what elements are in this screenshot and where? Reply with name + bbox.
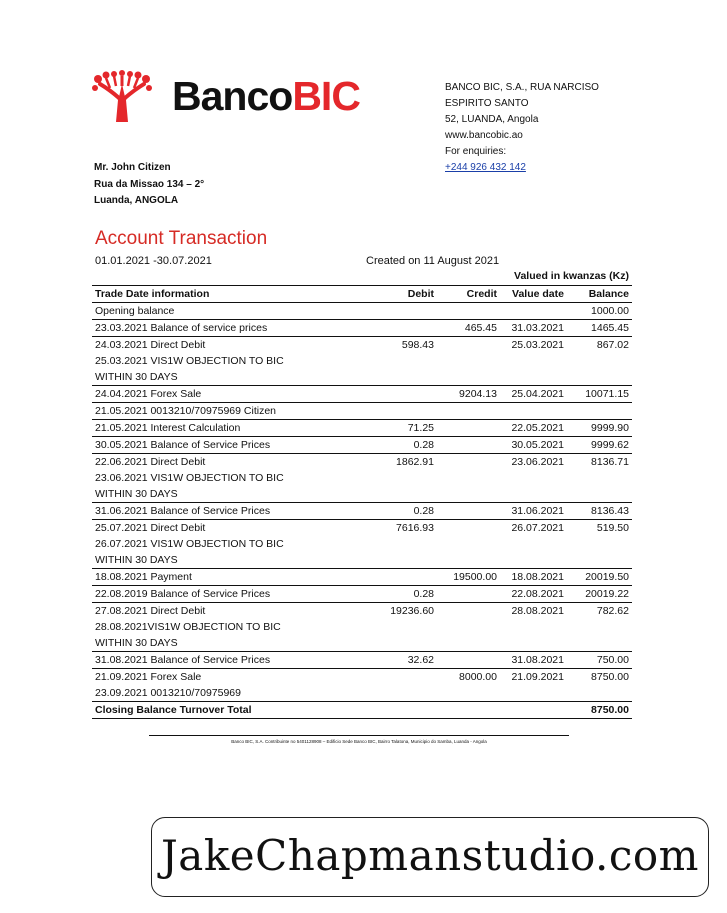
cell-value-date: 26.07.2021: [511, 522, 564, 534]
table-row: [92, 569, 632, 586]
table-row: [92, 652, 632, 669]
table-row: [92, 503, 632, 520]
cell-debit: [372, 320, 437, 337]
cell-balance: [567, 635, 632, 652]
cell-debit: [372, 685, 437, 702]
cell-value-date: [500, 552, 567, 569]
enquiries-label: For enquiries:: [445, 146, 507, 157]
cell-credit: 19500.00: [437, 569, 500, 586]
cell-description: WITHIN 30 DAYS: [92, 552, 372, 569]
cell-description: 21.05.2021 0013210/70975969 Citizen: [92, 403, 372, 420]
table-row: [92, 353, 632, 369]
cell-balance: [567, 353, 632, 369]
cell-description: 23.09.2021 0013210/70975969: [92, 685, 372, 702]
table-row: [92, 437, 632, 454]
cell-balance: [567, 403, 632, 420]
cell-balance: 1000.00: [567, 303, 632, 320]
cell-balance: 9999.62: [567, 437, 632, 454]
cell-value-date: 23.06.2021: [511, 456, 564, 468]
bank-website: www.bancobic.ao: [445, 130, 523, 141]
cell-credit: [437, 652, 500, 669]
cell-debit: 1862.91: [396, 456, 434, 468]
cell-credit: [437, 420, 500, 437]
cell-description: 31.08.2021 Balance of Service Prices: [92, 652, 372, 669]
cell-debit: [372, 536, 437, 552]
table-row: [92, 536, 632, 552]
cell-debit: [372, 552, 437, 569]
logo-text-banco: Banco: [172, 73, 293, 119]
cell-credit: [437, 470, 500, 486]
phone-link[interactable]: +244 926 432 142: [445, 162, 526, 173]
table-row: [92, 454, 632, 471]
cell-credit: [437, 403, 500, 420]
cell-description: 21.05.2021 Interest Calculation: [92, 420, 372, 437]
cell-value-date: 30.05.2021: [500, 437, 567, 454]
customer-address: [94, 160, 204, 210]
cell-balance: 519.50: [596, 522, 629, 534]
cell-value-date: [500, 635, 567, 652]
cell-debit: [372, 403, 437, 420]
cell-balance: [567, 470, 632, 486]
cell-credit: [437, 437, 500, 454]
cell-balance: 8136.71: [591, 456, 629, 468]
cell-balance: [567, 486, 632, 503]
table-row: [92, 552, 632, 569]
cell-description: Opening balance: [92, 303, 372, 320]
cell-description: 23.03.2021 Balance of service prices: [92, 320, 372, 337]
currency-note: Valued in kwanzas (Kz): [514, 270, 629, 282]
cell-credit: [437, 486, 500, 503]
table-row: [92, 635, 632, 652]
cell-debit: [372, 619, 437, 635]
cell-debit: [372, 669, 437, 686]
cell-balance: 10071.15: [567, 386, 632, 403]
bank-address-line: ESPIRITO SANTO: [445, 98, 529, 109]
table-row: [92, 320, 632, 337]
cell-description: 28.08.2021VIS1W OBJECTION TO BIC: [95, 621, 281, 633]
cell-debit: 0.28: [372, 586, 437, 603]
table-row: [92, 386, 632, 403]
cell-credit: 8000.00: [459, 671, 497, 683]
customer-name: Mr. John Citizen: [94, 162, 171, 173]
cell-balance: 1465.45: [567, 320, 632, 337]
customer-city: Luanda, ANGOLA: [94, 195, 179, 206]
table-row: [92, 669, 632, 686]
watermark-banner: [151, 817, 709, 897]
bank-address: [445, 80, 599, 176]
cell-description: WITHIN 30 DAYS: [92, 369, 372, 386]
cell-value-date: [500, 685, 567, 702]
cell-credit: [437, 337, 500, 354]
cell-credit: [437, 536, 500, 552]
header-trade-date: Trade Date information: [92, 286, 372, 303]
cell-balance: [567, 552, 632, 569]
transactions-table: [92, 285, 632, 719]
cell-value-date: 31.08.2021: [500, 652, 567, 669]
cell-balance: 867.02: [596, 339, 629, 351]
table-row: [92, 520, 632, 537]
cell-value-date: 28.08.2021: [511, 605, 564, 617]
cell-credit: [437, 369, 500, 386]
cell-balance: 20019.50: [567, 569, 632, 586]
closing-balance-label: Closing Balance Turnover Total: [92, 702, 567, 719]
cell-credit: 465.45: [437, 320, 500, 337]
statement-created-date: Created on 11 August 2021: [366, 255, 500, 267]
cell-description: 26.07.2021 VIS1W OBJECTION TO BIC: [95, 538, 284, 550]
cell-credit: [437, 303, 500, 320]
cell-balance: [567, 369, 632, 386]
cell-debit: [372, 569, 437, 586]
cell-balance: [567, 619, 632, 635]
table-row: [92, 403, 632, 420]
cell-balance: 9999.90: [567, 420, 632, 437]
header-debit: Debit: [372, 286, 437, 303]
cell-balance: [567, 536, 632, 552]
table-row: [92, 486, 632, 503]
cell-debit: [372, 303, 437, 320]
cell-value-date: 25.03.2021: [511, 339, 564, 351]
cell-value-date: 25.04.2021: [500, 386, 567, 403]
cell-credit: [437, 520, 500, 537]
cell-description: 21.09.2021 Forex Sale: [95, 671, 202, 683]
table-row: [92, 303, 632, 320]
cell-value-date: [500, 303, 567, 320]
cell-description: 24.03.2021 Direct Debit: [95, 339, 206, 351]
cell-value-date: [500, 486, 567, 503]
cell-credit: [437, 685, 500, 702]
cell-description: WITHIN 30 DAYS: [92, 635, 372, 652]
cell-value-date: [500, 369, 567, 386]
statement-period: 01.01.2021 -30.07.2021: [95, 255, 212, 267]
tree-logo-icon: [92, 70, 152, 122]
cell-balance: 8136.43: [567, 503, 632, 520]
cell-description: 22.06.2021 Direct Debit: [95, 456, 206, 468]
cell-description: 31.06.2021 Balance of Service Prices: [92, 503, 372, 520]
cell-credit: [437, 635, 500, 652]
cell-debit: [372, 369, 437, 386]
closing-balance-value: 8750.00: [567, 702, 632, 719]
cell-debit: 7616.93: [396, 522, 434, 534]
cell-value-date: [500, 353, 567, 369]
cell-description: 23.06.2021 VIS1W OBJECTION TO BIC: [95, 472, 284, 484]
bank-logo-text: [172, 73, 360, 119]
table-row: [92, 470, 632, 486]
bank-address-line: 52, LUANDA, Angola: [445, 114, 539, 125]
cell-debit: 32.62: [372, 652, 437, 669]
cell-description: 25.07.2021 Direct Debit: [95, 522, 206, 534]
header-value-date: Value date: [500, 286, 567, 303]
footer-divider: [149, 735, 569, 736]
cell-balance: 750.00: [567, 652, 632, 669]
statement-title: Account Transaction: [95, 228, 268, 249]
cell-value-date: [500, 403, 567, 420]
cell-description: 18.08.2021 Payment: [92, 569, 372, 586]
cell-value-date: 22.05.2021: [500, 420, 567, 437]
customer-street: Rua da Missao 134 – 2°: [94, 178, 205, 190]
cell-value-date: 31.03.2021: [500, 320, 567, 337]
cell-credit: [437, 603, 500, 620]
table-row: [92, 603, 632, 620]
cell-balance: 782.62: [596, 605, 629, 617]
cell-credit: [437, 503, 500, 520]
bank-logo: [92, 70, 372, 125]
cell-credit: [437, 586, 500, 603]
cell-description: 27.08.2021 Direct Debit: [95, 605, 206, 617]
cell-value-date: 21.09.2021: [511, 671, 564, 683]
header-balance: Balance: [567, 286, 632, 303]
cell-value-date: [500, 470, 567, 486]
cell-debit: 0.28: [372, 503, 437, 520]
watermark-text: JakeChapmanstudio.com: [160, 831, 700, 880]
cell-value-date: [500, 536, 567, 552]
footer-legal-text: Banco BIC, S.A. Contribuinte no 5401128908 – Edificio Sede Banco BIC, Bairro Talatona, Municipio do Samba, Luanda - Angola: [231, 739, 487, 744]
cell-value-date: 22.08.2021: [500, 586, 567, 603]
cell-description: 22.08.2019 Balance of Service Prices: [92, 586, 372, 603]
cell-debit: 71.25: [372, 420, 437, 437]
cell-debit: 19236.60: [390, 605, 434, 617]
cell-balance: [567, 685, 632, 702]
logo-text-bic: BIC: [292, 73, 360, 119]
closing-balance-row: [92, 702, 632, 719]
bank-address-line: BANCO BIC, S.A., RUA NARCISO: [445, 82, 599, 93]
table-header-row: [92, 286, 632, 303]
cell-credit: [437, 454, 500, 471]
cell-credit: [437, 619, 500, 635]
cell-debit: [372, 635, 437, 652]
cell-debit: 598.43: [401, 339, 434, 351]
cell-debit: 0.28: [372, 437, 437, 454]
cell-description: 24.04.2021 Forex Sale: [92, 386, 372, 403]
cell-description: 30.05.2021 Balance of Service Prices: [92, 437, 372, 454]
cell-value-date: [500, 619, 567, 635]
table-row: [92, 619, 632, 635]
cell-value-date: 18.08.2021: [500, 569, 567, 586]
cell-credit: [437, 552, 500, 569]
cell-description: 25.03.2021 VIS1W OBJECTION TO BIC: [95, 355, 284, 367]
cell-credit: [437, 353, 500, 369]
cell-credit: 9204.13: [437, 386, 500, 403]
table-row: [92, 369, 632, 386]
cell-balance: 20019.22: [567, 586, 632, 603]
cell-debit: [372, 386, 437, 403]
table-row: [92, 685, 632, 702]
cell-debit: [372, 486, 437, 503]
table-row: [92, 586, 632, 603]
cell-description: WITHIN 30 DAYS: [92, 486, 372, 503]
cell-debit: [372, 353, 437, 369]
cell-debit: [372, 470, 437, 486]
header-credit: Credit: [437, 286, 500, 303]
table-row: [92, 337, 632, 354]
table-row: [92, 420, 632, 437]
cell-value-date: 31.06.2021: [500, 503, 567, 520]
cell-balance: 8750.00: [591, 671, 629, 683]
